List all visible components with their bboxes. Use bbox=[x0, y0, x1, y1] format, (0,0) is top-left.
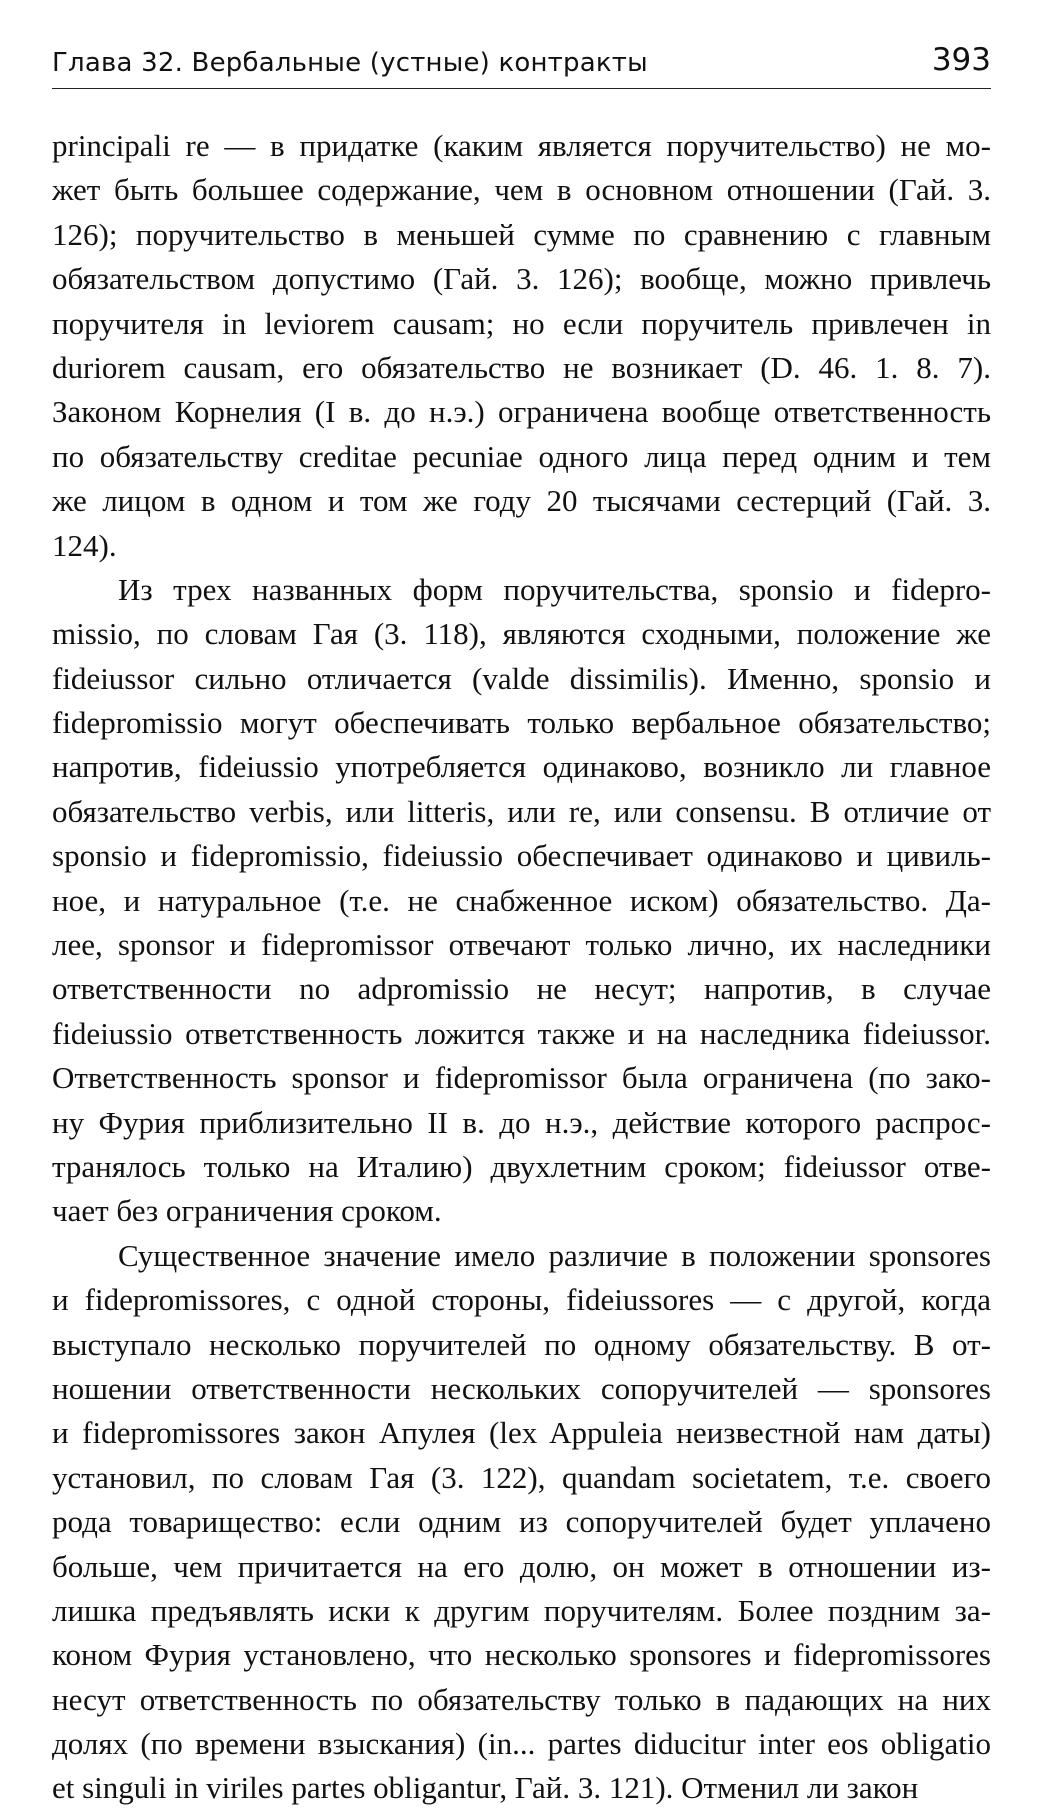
paragraph bbox=[52, 568, 991, 1234]
text-line: et singuli in viriles partes obligantur, Гай. 3. 121). Отменил ли закон bbox=[52, 1770, 919, 1806]
text-line: поручителя in leviorem causam; но если поручитель привлечен in bbox=[52, 305, 991, 341]
text-line: чает без ограничения сроком. bbox=[52, 1193, 442, 1229]
text-line: fidepromissio могут обеспечивать только вербальное обязательство; bbox=[52, 705, 991, 741]
text-line: ношении ответственности нескольких сопоручителей — sponsores bbox=[52, 1370, 991, 1406]
text-line: по обязательству creditae pecuniae одного лица перед одним и тем bbox=[52, 438, 991, 474]
text-line: ответственности no adpromissio не несут; напротив, в случае bbox=[52, 971, 991, 1007]
text-line: fideiussio ответственность ложится также и на наследника fideiussor. bbox=[52, 1015, 991, 1051]
text-line: выступало несколько поручителей по одному обязательству. В от- bbox=[52, 1326, 991, 1362]
text-line: жет быть большее содержание, чем в основном отношении (Гай. 3. bbox=[52, 172, 991, 208]
text-line: Из трех названных форм поручительства, sponsio и fidepro- bbox=[118, 571, 991, 607]
text-line: транялось только на Италию) двухлетним сроком; fideiussor отве- bbox=[52, 1148, 991, 1184]
text-line: ное, и натуральное (т.е. не снабженное иском) обязательство. Да- bbox=[52, 882, 991, 918]
text-line: principali re — в придатке (каким является поручительство) не мо- bbox=[52, 128, 991, 163]
text-line: долях (по времени взыскания) (in... partes diducitur inter eos obligatio bbox=[52, 1726, 991, 1762]
text-line: Законом Корнелия (I в. до н.э.) ограничена вообще ответственность bbox=[52, 394, 991, 430]
page-number: 393 bbox=[931, 42, 991, 78]
text-line: рода товарищество: если одним из сопоручителей будет уплачено bbox=[52, 1504, 991, 1540]
text-line: коном Фурия установлено, что несколько sponsores и fidepromissores bbox=[52, 1637, 991, 1673]
text-line: 126); поручительство в меньшей сумме по сравнению с главным bbox=[52, 216, 991, 252]
text-line: обязательством допустимо (Гай. 3. 126); вообще, можно привлечь bbox=[52, 261, 991, 297]
text-line: больше, чем причитается на его долю, он может в отношении из- bbox=[52, 1548, 991, 1584]
text-line: и fidepromissores закон Апулея (lex Appuleia неизвестной нам даты) bbox=[52, 1415, 991, 1451]
text-line: Ответственность sponsor и fidepromissor была ограничена (по зако- bbox=[52, 1060, 991, 1096]
running-header bbox=[52, 40, 991, 89]
text-line: обязательство verbis, или litteris, или re, или consensu. В отличие от bbox=[52, 793, 991, 829]
text-line: установил, по словам Гая (3. 122), quandam societatem, т.е. своего bbox=[52, 1459, 991, 1495]
text-line: 124). bbox=[52, 527, 117, 563]
body-text bbox=[52, 124, 991, 1811]
text-line: лее, sponsor и fidepromissor отвечают только лично, их наследники bbox=[52, 927, 991, 963]
text-line: ну Фурия приблизительно II в. до н.э., действие которого распрос- bbox=[52, 1104, 991, 1140]
text-line: же лицом в одном и том же году 20 тысячами сестерций (Гай. 3. bbox=[52, 483, 991, 519]
text-line: missio, по словам Гая (3. 118), являются сходными, положение же bbox=[52, 616, 991, 652]
paragraph bbox=[52, 1234, 991, 1811]
text-line: Существенное значение имело различие в положении sponsores bbox=[118, 1237, 991, 1273]
text-line: лишка предъявлять иски к другим поручителям. Более поздним за- bbox=[52, 1592, 991, 1628]
text-line: fideiussor сильно отличается (valde dissimilis). Именно, sponsio и bbox=[52, 660, 991, 696]
text-line: sponsio и fidepromissio, fideiussio обеспечивает одинаково и цивиль- bbox=[52, 838, 991, 874]
text-line: несут ответственность по обязательству только в падающих на них bbox=[52, 1681, 991, 1717]
paragraph bbox=[52, 124, 991, 568]
text-line: duriorem causam, его обязательство не возникает (D. 46. 1. 8. 7). bbox=[52, 349, 991, 385]
text-line: и fidepromissores, с одной стороны, fideiussores — с другой, когда bbox=[52, 1282, 991, 1318]
chapter-title: Глава 32. Вербальные (устные) контракты bbox=[52, 48, 648, 78]
text-line: напротив, fideiussio употребляется одинаково, возникло ли главное bbox=[52, 749, 991, 785]
